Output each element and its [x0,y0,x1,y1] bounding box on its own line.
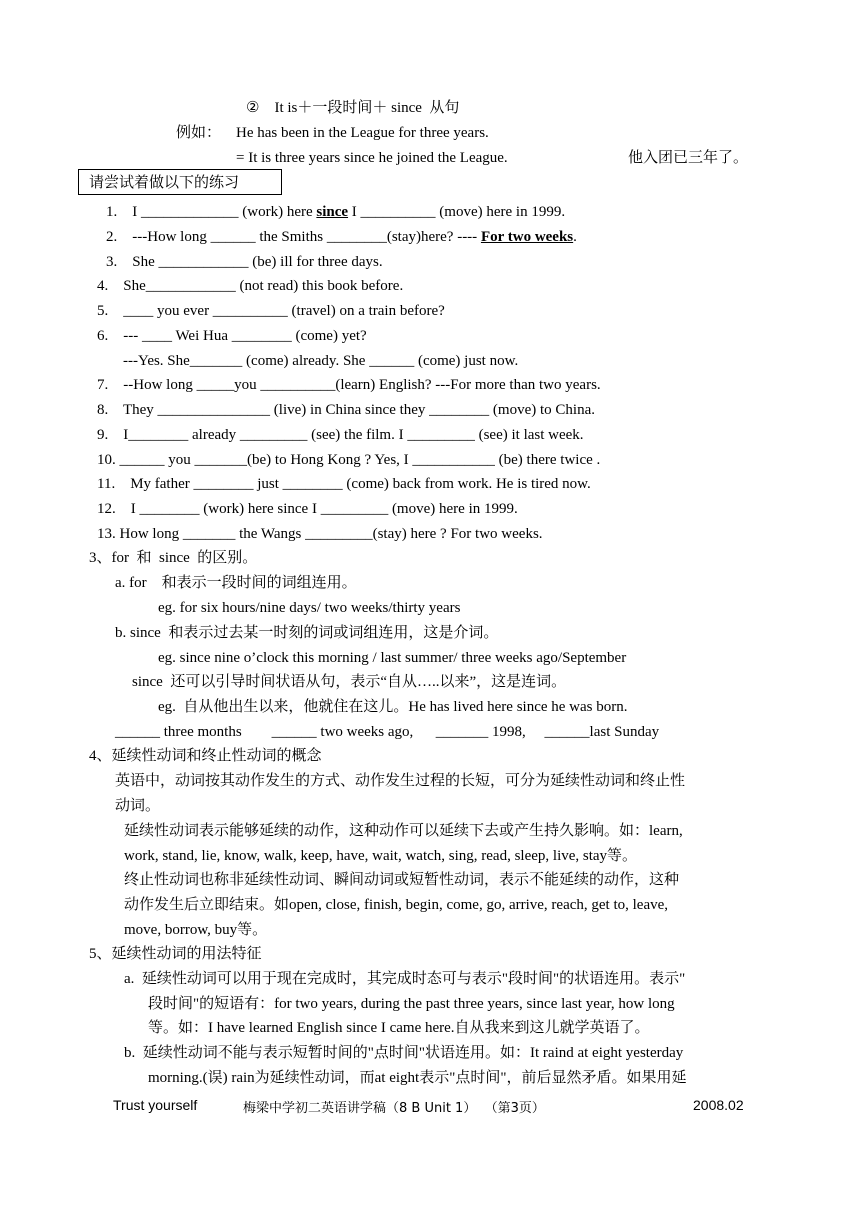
section-4-p2-line1: 延续性动词表示能够延续的动作，这种动作可以延续下去或产生持久影响。如：learn, [124,823,683,839]
exercise-11: 11. My father ________ just ________ (come) back from work. He is tired now. [97,476,591,492]
exercise-1-part-b: I __________ (move) here in 1999. [348,204,566,220]
section-3-b: b. since 和表示过去某一时刻的词或词组连用，这是介词。 [115,625,499,641]
example-translation: 他入团已三年了。 [628,150,749,166]
section-3-since-example: eg. 自从他出生以来，他就住在这儿。He has lived here since he was born. [158,699,628,715]
exercise-5: 5. ____ you ever __________ (travel) on a train before? [97,303,445,319]
example-sentence-2: = It is three years since he joined the League. [236,150,508,166]
section-3-b-example: eg. since nine o’clock this morning / last summer/ three weeks ago/September [158,650,627,666]
example-label: 例如： [176,125,222,141]
section-4-p3-line3: move, borrow, buy等。 [124,922,268,938]
exercise-12: 12. I ________ (work) here since I _________ (move) here in 1999. [97,501,518,517]
exercise-8: 8. They _______________ (live) in China since they ________ (move) to China. [97,402,595,418]
exercise-1 [106,202,565,222]
example-sentence-1: He has been in the League for three years. [236,125,489,141]
section-5-b-line1: b. 延续性动词不能与表示短暂时间的"点时间"状语连用。如：It raind at eight yesterday [124,1045,684,1061]
exercise-3: 3. She ____________ (be) ill for three days. [106,254,383,270]
footer-motto: Trust yourself [113,1097,198,1113]
exercise-2 [106,227,577,247]
exercise-13: 13. How long _______ the Wangs _________(stay) here ? For two weeks. [97,526,543,542]
section-3-a: a. for 和表示一段时间的词组连用。 [115,575,357,591]
footer-date: 2008.02 [693,1097,744,1113]
exercise-7: 7. --How long _____you __________(learn) English? ---For more than two years. [97,377,601,393]
practice-heading: 请尝试着做以下的练习 [89,175,240,191]
practice-heading-box [78,169,282,195]
footer-title: 梅梁中学初二英语讲学稿（8 B Unit 1） （第3页） [243,1101,545,1116]
exercise-2-answer: For two weeks [480,229,574,245]
section-4-p1-line1: 英语中，动词按其动作发生的方式、动作发生过程的长短，可分为延续性动词和终止性 [115,773,686,789]
section-4-p3-line2: 动作发生后立即结束。如open, close, finish, begin, come, go, arrive, reach, get to, leave, [124,897,669,913]
section-5-a-line3: 等。如：I have learned English since I came here.自从我来到这儿就学英语了。 [148,1020,650,1036]
exercise-6: 6. --- ____ Wei Hua ________ (come) yet? [97,328,367,344]
section-3-a-example: eg. for six hours/nine days/ two weeks/thirty years [158,600,461,616]
section-5-a-line1: a. 延续性动词可以用于现在完成时，其完成时态可与表示"段时间"的状语连用。表示" [124,971,686,987]
exercise-10: 10. ______ you _______(be) to Hong Kong ? Yes, I ___________ (be) there twice . [97,452,601,468]
exercise-9: 9. I________ already _________ (see) the film. I _________ (see) it last week. [97,427,584,443]
exercise-1-part-a: 1. I _____________ (work) here [106,204,317,220]
section-5-a-line2: 段时间"的短语有：for two years, during the past three years, since last year, how long [148,996,675,1012]
section-4-p3-line1: 终止性动词也称非延续性动词、瞬间动词或短暂性动词，表示不能延续的动作，这种 [124,872,680,888]
section-4-title: 4、延续性动词和终止性动词的概念 [89,748,322,764]
section-4-p2-line2: work, stand, lie, know, walk, keep, have, wait, watch, sing, read, sleep, live, stay等。 [124,848,638,864]
section-3-since-conjunction: since 还可以引导时间状语从句，表示“自从…..以来”，这是连词。 [132,674,567,690]
exercise-2-part-b: . [573,229,577,245]
exercise-2-part-a: 2. ---How long ______ the Smiths ________(stay)here? ---- [106,229,481,245]
section-3-fill-blanks: ______ three months ______ two weeks ago, _______ 1998, ______last Sunday [115,724,660,740]
section-4-p1-line2: 动词。 [115,798,161,814]
section-5-b-line2: morning.(误) rain为延续性动词，而at eight表示"点时间"，前后显然矛盾。如果用延 [148,1070,687,1086]
exercise-4: 4. She____________ (not read) this book before. [97,278,404,294]
grammar-point-2: ② It is＋一段时间＋ since 从句 [246,100,460,116]
exercise-1-since: since [316,204,349,220]
section-5-title: 5、延续性动词的用法特征 [89,946,262,962]
section-3-title: 3、for 和 since 的区别。 [89,550,258,566]
exercise-6-reply: ---Yes. She_______ (come) already. She ______ (come) just now. [123,353,519,369]
